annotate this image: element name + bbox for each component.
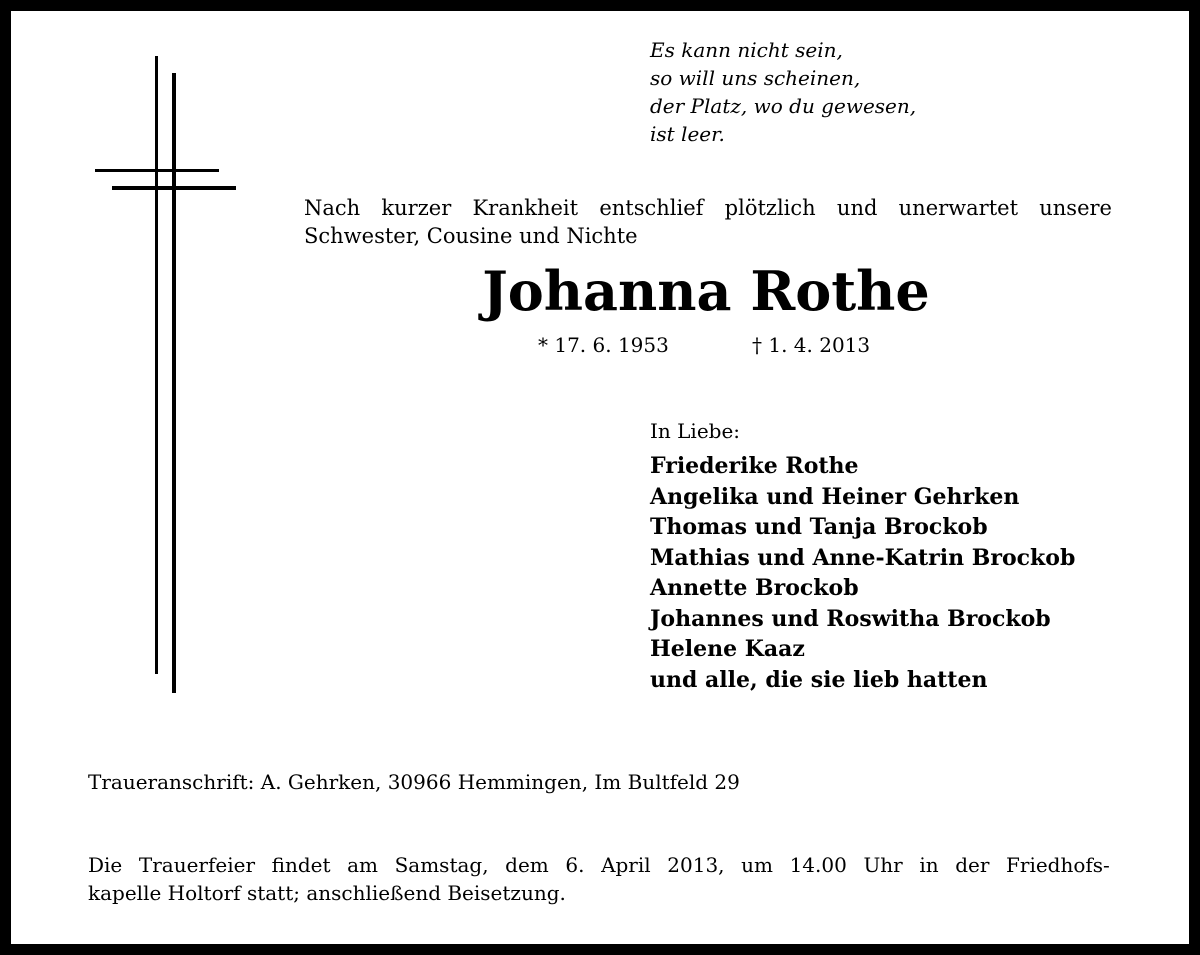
service-word: 6. (565, 853, 585, 877)
intro-word: unerwartet (898, 196, 1019, 220)
service-word: Samstag, (394, 853, 489, 877)
service-word: der (955, 853, 990, 877)
mourner-name: Annette Brockob (650, 575, 859, 601)
intro-word: plötzlich (724, 196, 816, 220)
deceased-name: Johanna Rothe (482, 259, 930, 323)
poem-line: so will uns scheinen, (650, 66, 861, 90)
intro-word: Nach (304, 196, 361, 220)
service-line-1 (88, 851, 1110, 879)
mourner-name: Helene Kaaz (650, 636, 805, 662)
intro-word: Krankheit (472, 196, 579, 220)
mourner-name: Friederike Rothe (650, 453, 859, 479)
service-word: am (347, 853, 378, 877)
mourners-list (650, 451, 1075, 695)
service-word: 14.00 (789, 853, 847, 877)
service-word: Friedhofs- (1006, 853, 1110, 877)
service-word: Die (88, 853, 123, 877)
cross-vertical-left (155, 56, 158, 674)
mourner-name: Mathias und Anne-Katrin Brockob (650, 544, 1076, 571)
cross-vertical-right (172, 73, 176, 693)
poem-line: der Platz, wo du gewesen, (650, 94, 917, 118)
service-word: um (741, 853, 773, 877)
cross-horizontal-lower (112, 186, 236, 190)
intro-word: unsere (1039, 196, 1112, 220)
death-date: † 1. 4. 2013 (752, 333, 871, 357)
mourning-address: Traueranschrift: A. Gehrken, 30966 Hemmingen, Im Bultfeld 29 (88, 770, 740, 794)
poem-line: Es kann nicht sein, (650, 38, 843, 62)
service-line-2: kapelle Holtorf statt; anschließend Beisetzung. (88, 881, 566, 905)
service-word: findet (271, 853, 331, 877)
cross-horizontal-upper (95, 169, 219, 172)
mourners-label: In Liebe: (650, 419, 741, 443)
intro-word: entschlief (599, 196, 704, 220)
intro-text (304, 194, 1112, 250)
service-word: dem (505, 853, 549, 877)
poem (650, 36, 916, 148)
funeral-service-text (88, 851, 1110, 907)
service-word: in (919, 853, 939, 877)
service-word: Uhr (863, 853, 903, 877)
mourner-name: und alle, die sie lieb hatten (650, 666, 988, 693)
service-word: Trauerfeier (138, 853, 256, 877)
intro-line-1 (304, 194, 1112, 222)
service-word: April (601, 853, 651, 877)
mourner-name: Johannes und Roswitha Brockob (650, 605, 1051, 632)
intro-word: kurzer (381, 196, 452, 220)
mourner-name: Angelika und Heiner Gehrken (650, 483, 1020, 510)
service-word: 2013, (667, 853, 725, 877)
intro-line-2: Schwester, Cousine und Nichte (304, 224, 638, 248)
birth-date: * 17. 6. 1953 (538, 333, 669, 357)
mourner-name: Thomas und Tanja Brockob (650, 514, 988, 540)
intro-word: und (836, 196, 878, 220)
poem-line: ist leer. (650, 122, 725, 146)
